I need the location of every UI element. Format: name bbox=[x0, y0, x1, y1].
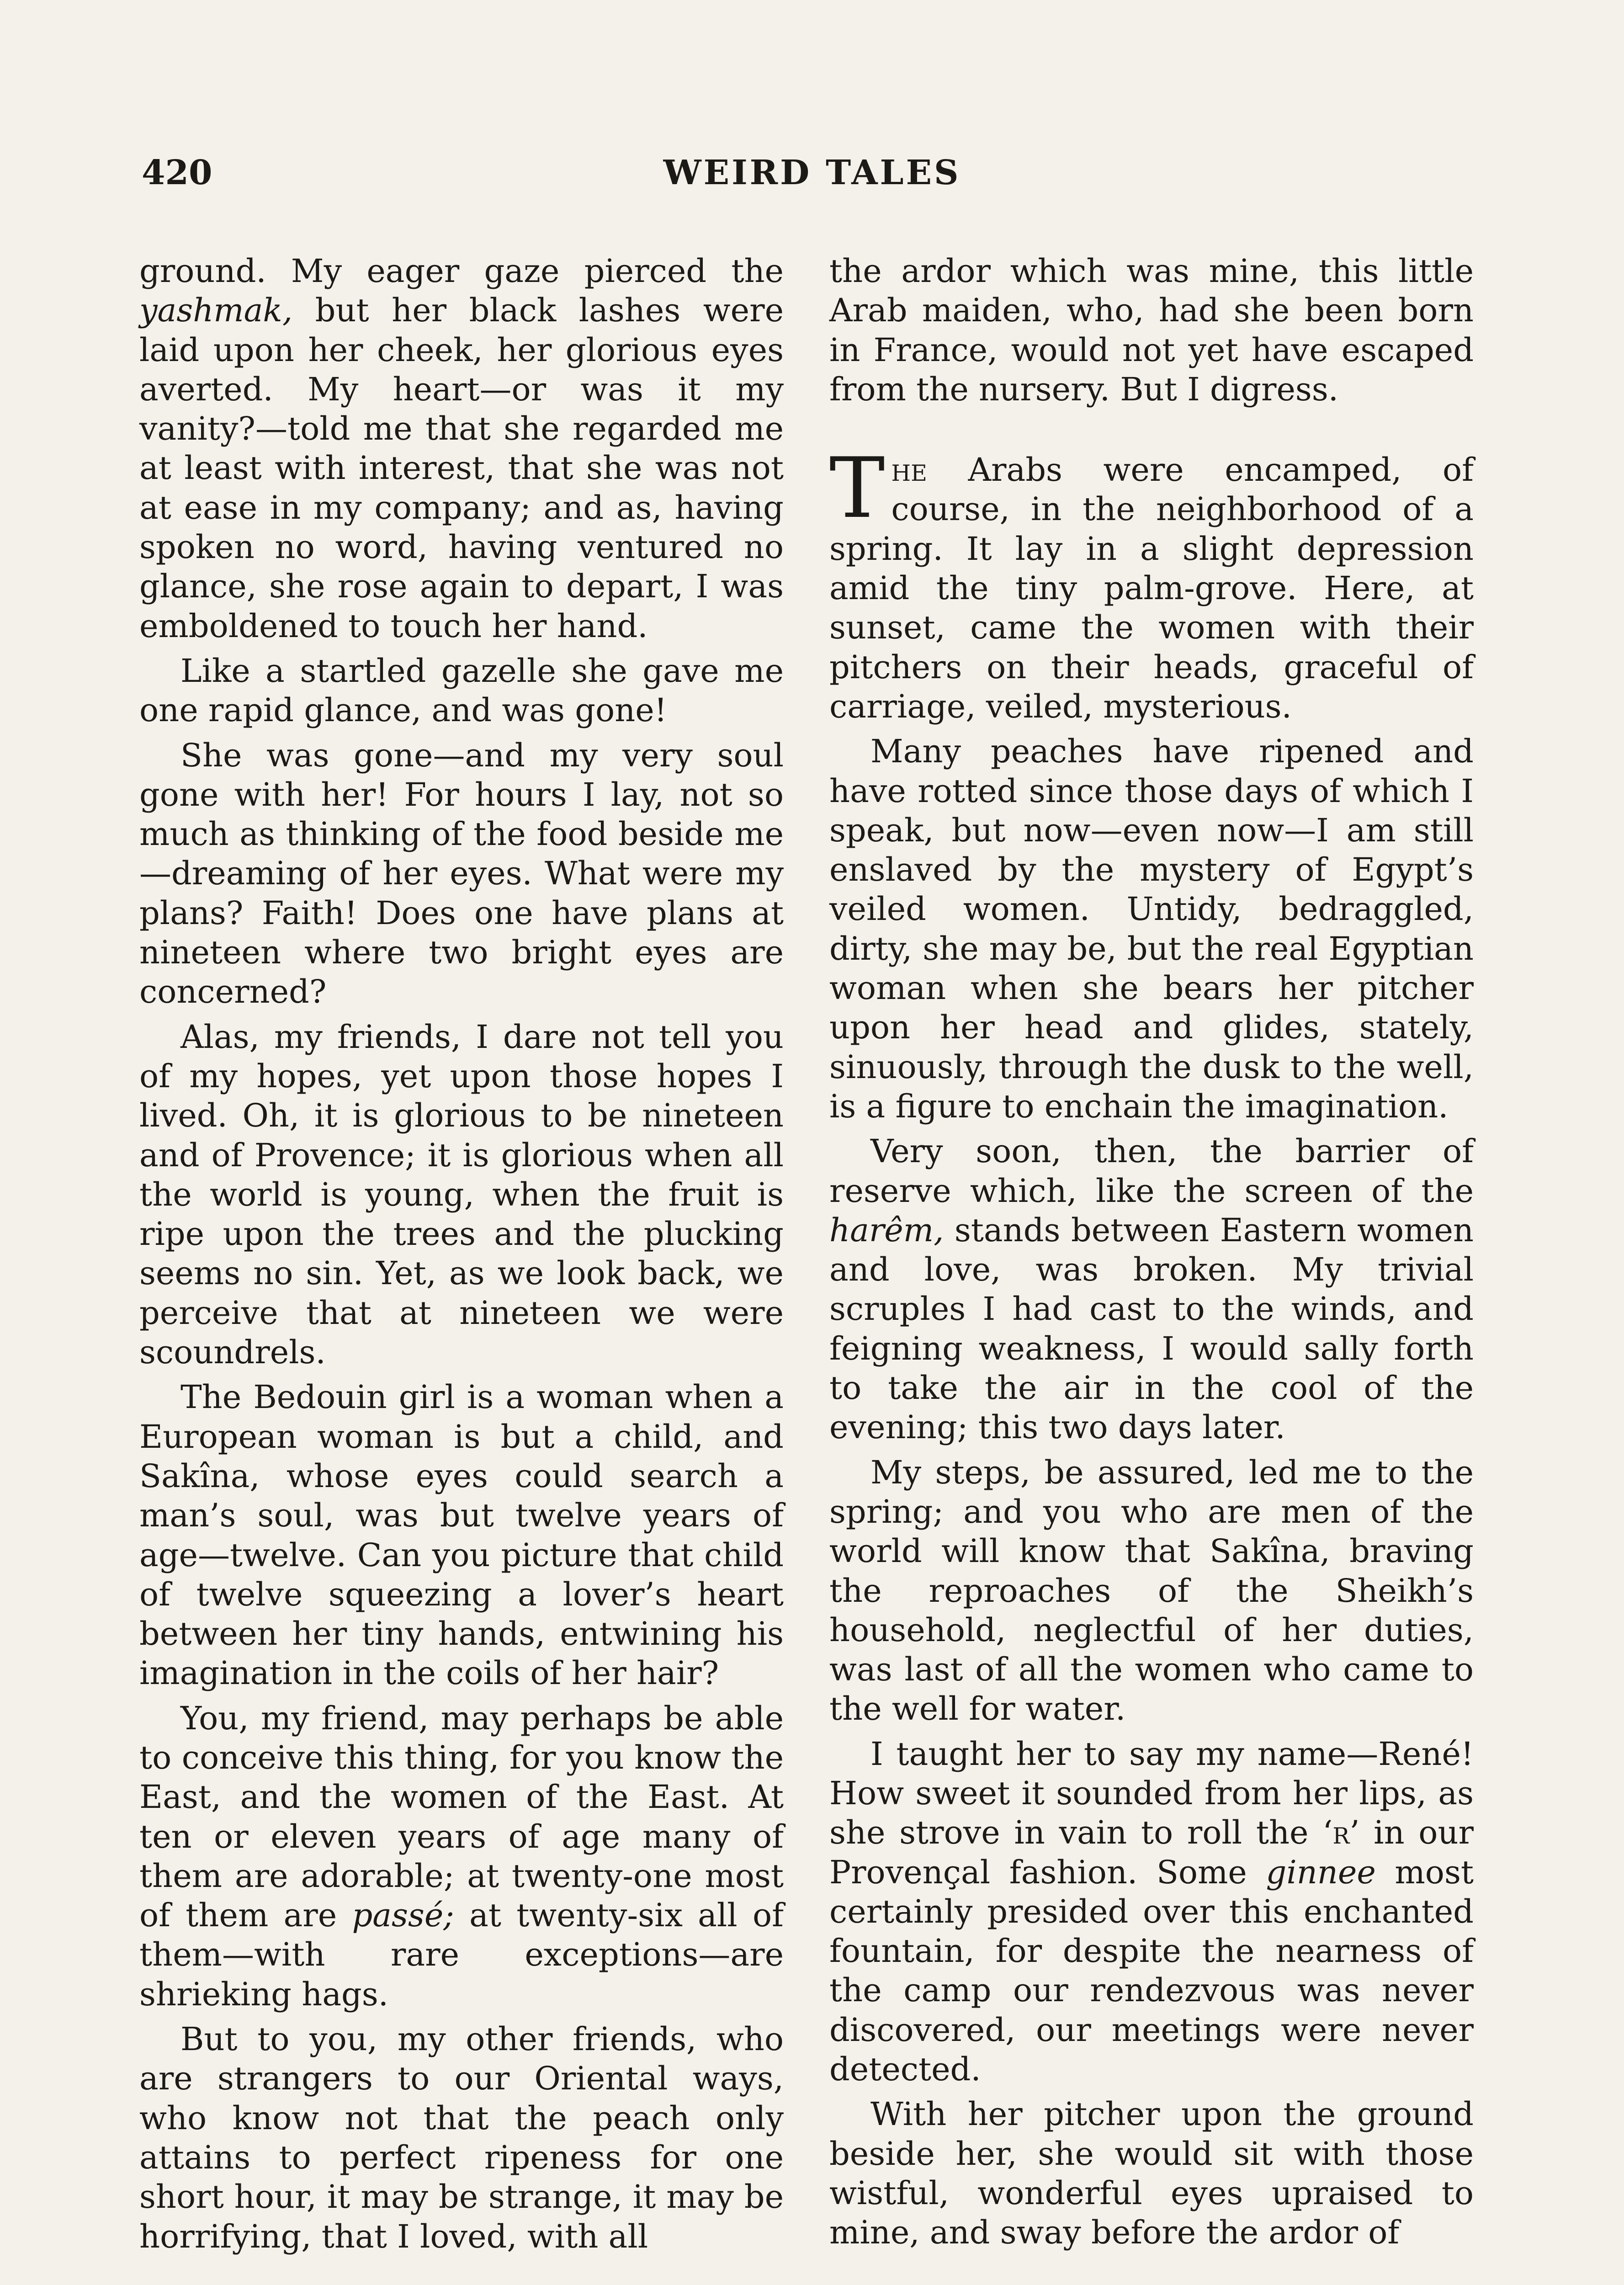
text-run: stands between Eastern women and love, was broken. My trivial scruples I had cast to the winds, and feigning weakness, I would sally forth to take the air in the cool of the evening; this two days later. bbox=[829, 1211, 1474, 1446]
drop-cap: T bbox=[829, 440, 885, 537]
italic-run: ginnee bbox=[1266, 1853, 1376, 1891]
text-run: most certainly presided over this enchanted fountain, for despite the nearness of the camp our rendezvous was never discovered, our meetings were never detected. bbox=[829, 1853, 1474, 2088]
italic-run: yashmak, bbox=[139, 292, 293, 329]
text-run: I taught her to say my name—René! How sweet it sounded from her lips, as she strove in vain to roll the ‘ bbox=[829, 1735, 1474, 1852]
paragraph: Like a startled gazelle she gave me one rapid glance, and was gone! bbox=[139, 652, 784, 729]
page-header bbox=[137, 153, 1487, 203]
text-run: ’ in our Provençal fashion. Some bbox=[829, 1814, 1474, 1891]
paragraph: But to you, my other friends, who are strangers to our Oriental ways, who know not that the peach only attains to perfect ripeness for one short hour, it may be strange, it may be horrifying, that I loved, with all bbox=[139, 2020, 784, 2255]
paragraph bbox=[139, 1699, 784, 2014]
paragraph: The Bedouin girl is a woman when a European woman is but a child, and Sakîna, whose eyes could search a man’s soul, was but twelve years of age—twelve. Can you picture that child of twelve squeezing a lover’s heart between her tiny hands, entwining his imagination in the coils of her hair? bbox=[139, 1378, 784, 1692]
page-number: 420 bbox=[142, 153, 212, 192]
paragraph: With her pitcher upon the ground beside her, she would sit with those wistful, wonderful eyes upraised to mine, and sway before the ardor of bbox=[829, 2095, 1474, 2252]
section-start-paragraph bbox=[829, 440, 1474, 726]
text-run: at twenty-six all of them—with rare exceptions—are shrieking hags. bbox=[139, 1897, 784, 2013]
smallcaps-run: r bbox=[1332, 1814, 1350, 1852]
italic-run: harêm, bbox=[829, 1211, 944, 1249]
drop-cap-rest: he bbox=[891, 451, 927, 489]
paragraph: the ardor which was mine, this little Arab maiden, who, had she been born in France, would not yet have escaped from the nursery. But I digress. bbox=[829, 252, 1474, 408]
paragraph bbox=[829, 1132, 1474, 1447]
paragraph: She was gone—and my very soul gone with her! For hours I lay, not so much as thinking of the food beside me—dreaming of her eyes. What were my plans? Faith! Does one have plans at nineteen where two bright eyes are concerned? bbox=[139, 736, 784, 1011]
paragraph bbox=[139, 251, 784, 646]
paragraph: My steps, be assured, led me to the spring; and you who are men of the world will know that Sakîna, braving the reproaches of the Sheikh’s household, neglectful of her duties, was last of all the women who came to the well for water. bbox=[829, 1453, 1474, 1728]
running-head: WEIRD TALES bbox=[663, 153, 961, 192]
text-run: Very soon, then, the barrier of reserve which, like the screen of the bbox=[829, 1132, 1474, 1210]
italic-run: passé; bbox=[352, 1897, 454, 1934]
paragraph: Alas, my friends, I dare not tell you of my hopes, yet upon those hopes I lived. Oh, it is glorious to be nineteen and of Provence; it is glorious when all the world is young, when the fruit is ripe upon the trees and the plucking seems no sin. Yet, as we look back, we perceive that at nineteen we were scoundrels. bbox=[139, 1018, 784, 1371]
right-column bbox=[829, 251, 1474, 2253]
paragraph: Many peaches have ripened and have rotted since those days of which I speak, but now—even now—I am still enslaved by the mystery of Egypt’s veiled women. Untidy, bedraggled, dirty, she may be, but the real Egyptian woman when she bears her pitcher upon her head and glides, stately, sinuously, through the dusk to the well, is a figure to enchain the imagination. bbox=[829, 733, 1474, 1125]
paragraph bbox=[829, 1734, 1474, 2089]
text-run: but her black lashes were laid upon her cheek, her glorious eyes averted. My heart—or was it my vanity?—told me that she regarded me at least with interest, that she was not at ease in my company; and as, having spoken no word, having ventured no glance, she rose again to depart, I was emboldened to touch her hand. bbox=[139, 292, 784, 645]
text-run: Arabs were encamped, of course, in the neighborhood of a spring. It lay in a slight depression amid the tiny palm-grove. Here, at sunset, came the women with their pitchers on their heads, graceful of carriage, veiled, mysterious. bbox=[829, 451, 1474, 725]
left-column bbox=[139, 251, 784, 2256]
text-run: ground. My eager gaze pierced the bbox=[139, 252, 784, 290]
text-run: You, my friend, may perhaps be able to conceive this thing, for you know the East, and the women of the East. At ten or eleven years of age many of them are adorable; at twenty-one most of them are bbox=[139, 1699, 784, 1934]
